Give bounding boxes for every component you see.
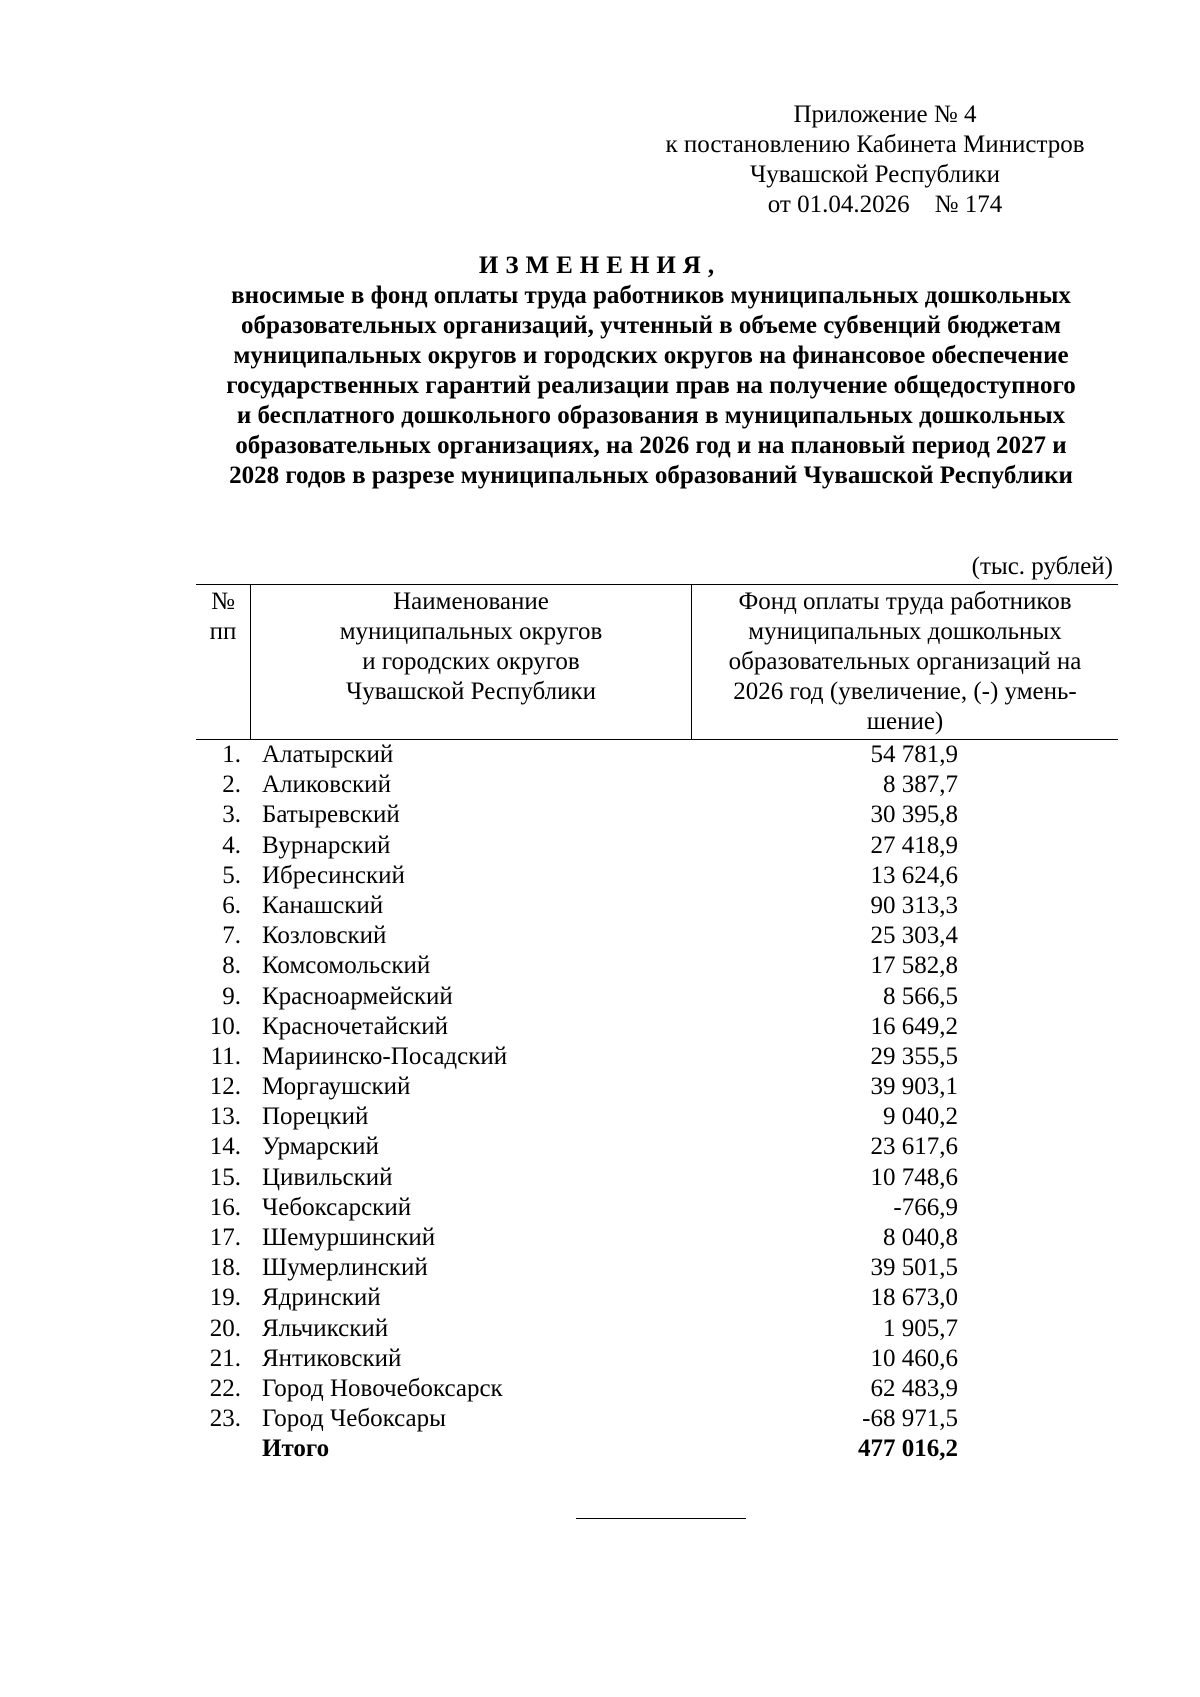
table-row <box>196 1283 1118 1313</box>
row-number: 23. <box>209 1405 241 1433</box>
row-number: 2. <box>222 771 241 799</box>
row-value: 9 040,2 <box>883 1103 958 1131</box>
row-municipality: Козловский <box>262 922 387 950</box>
row-municipality: Мариинско-Посадский <box>262 1042 508 1070</box>
row-number: 13. <box>209 1103 241 1131</box>
row-number: 17. <box>209 1224 241 1251</box>
total-row <box>196 1434 1118 1464</box>
row-value: 10 460,6 <box>870 1344 958 1372</box>
header-text: муниципальных округов <box>339 618 603 645</box>
row-municipality: Вурнарский <box>262 831 391 859</box>
header-text: пп <box>209 618 237 645</box>
row-municipality: Янтиковский <box>262 1344 402 1372</box>
annex-block <box>640 100 1110 220</box>
row-municipality: Комсомольский <box>262 952 431 980</box>
total-label: Итого <box>262 1435 330 1463</box>
row-value: 17 582,8 <box>870 952 958 980</box>
header-text: № <box>211 588 235 615</box>
row-value: 54 781,9 <box>870 741 958 768</box>
header-fund <box>692 585 1118 739</box>
row-value: 8 566,5 <box>883 982 958 1010</box>
header-text: образовательных организаций на <box>728 648 1082 675</box>
row-number: 5. <box>222 861 241 889</box>
table-row <box>196 982 1118 1012</box>
row-number: 8. <box>222 952 241 980</box>
row-number: 14. <box>209 1133 241 1161</box>
table-row <box>196 1012 1118 1042</box>
row-number: 15. <box>209 1163 241 1191</box>
row-value: 8 387,7 <box>883 771 958 799</box>
row-number: 9. <box>222 982 241 1010</box>
row-municipality: Яльчикский <box>262 1314 389 1342</box>
header-text: Фонд оплаты труда работников <box>738 588 1072 615</box>
row-municipality: Батыревский <box>262 801 400 829</box>
table-row <box>196 1193 1118 1223</box>
allocation-table <box>196 584 1118 1465</box>
document-heading: ИЗМЕНЕНИЯ, <box>478 252 722 279</box>
header-text: Чувашской Республики <box>345 678 597 705</box>
table-row <box>196 800 1118 830</box>
row-value: 62 483,9 <box>870 1374 958 1402</box>
row-value: 8 040,8 <box>883 1224 958 1251</box>
row-municipality: Город Чебоксары <box>262 1405 446 1433</box>
row-number: 16. <box>209 1193 241 1221</box>
table-row <box>196 1163 1118 1193</box>
row-municipality: Красночетайский <box>262 1012 448 1040</box>
annex-number: Приложение № 4 <box>793 101 977 128</box>
table-row <box>196 1042 1118 1072</box>
row-municipality: Урмарский <box>262 1133 379 1161</box>
table-row <box>196 1102 1118 1132</box>
row-value: 23 617,6 <box>870 1133 958 1161</box>
annex-republic: Чувашской Республики <box>749 161 1001 188</box>
row-value: -766,9 <box>893 1193 958 1221</box>
row-number: 21. <box>209 1344 241 1372</box>
row-number: 3. <box>222 801 241 829</box>
row-municipality: Чебоксарский <box>262 1193 412 1221</box>
title-line: 2028 годов в разрезе муниципальных образований Чувашской Республики <box>229 462 1073 489</box>
row-value: 39 903,1 <box>870 1073 958 1101</box>
header-text: шение) <box>866 708 944 735</box>
table-row <box>196 740 1118 770</box>
table-row <box>196 831 1118 861</box>
table-row <box>196 861 1118 891</box>
row-number: 20. <box>209 1314 241 1342</box>
row-municipality: Ядринский <box>262 1284 381 1312</box>
row-value: 27 418,9 <box>870 831 958 859</box>
header-text: Наименование <box>393 588 549 615</box>
table-body <box>196 740 1118 1465</box>
row-number: 4. <box>222 831 241 859</box>
row-number: 10. <box>209 1012 241 1040</box>
row-municipality: Красноармейский <box>262 982 453 1010</box>
title-line: и бесплатного дошкольного образования в муниципальных дошкольных <box>236 402 1066 429</box>
table-row <box>196 951 1118 981</box>
row-value: 13 624,6 <box>870 861 958 889</box>
title-line: вносимые в фонд оплаты труда работников муниципальных дошкольных <box>231 282 1071 309</box>
row-number: 18. <box>209 1254 241 1282</box>
annex-date-number: от 01.04.2026 № 174 <box>767 191 1003 218</box>
row-number: 12. <box>209 1073 241 1101</box>
row-value: 16 649,2 <box>870 1012 958 1040</box>
title-line: государственных гарантий реализации прав на получение общедоступного <box>226 372 1076 399</box>
row-value: 30 395,8 <box>870 801 958 829</box>
table-row <box>196 891 1118 921</box>
table-row <box>196 1404 1118 1434</box>
table-row <box>196 1344 1118 1374</box>
row-value: 90 313,3 <box>870 891 958 919</box>
row-municipality: Порецкий <box>262 1103 369 1131</box>
row-value: 10 748,6 <box>870 1163 958 1191</box>
table-row <box>196 770 1118 800</box>
row-value: 18 673,0 <box>870 1284 958 1312</box>
row-number: 11. <box>210 1042 241 1070</box>
row-municipality: Шемуршинский <box>262 1224 436 1251</box>
table-row <box>196 1223 1118 1253</box>
header-name <box>251 585 692 739</box>
row-number: 7. <box>222 922 241 950</box>
table-row <box>196 1253 1118 1283</box>
table-header <box>196 585 1118 740</box>
table-row <box>196 1314 1118 1344</box>
end-separator <box>576 1518 746 1519</box>
row-municipality: Цивильский <box>262 1163 393 1191</box>
row-value: 29 355,5 <box>870 1042 958 1070</box>
table-row <box>196 1072 1118 1102</box>
row-municipality: Шумерлинский <box>262 1254 428 1282</box>
row-municipality: Ибресинский <box>262 861 405 889</box>
annex-decree-ref: к постановлению Кабинета Министров <box>665 131 1085 158</box>
title-line: муниципальных округов и городских округов на финансовое обеспечение <box>233 342 1069 369</box>
row-value: 39 501,5 <box>870 1254 958 1282</box>
total-value: 477 016,2 <box>858 1435 958 1463</box>
row-number: 19. <box>209 1284 241 1312</box>
row-municipality: Канашский <box>262 891 384 919</box>
row-value: -68 971,5 <box>862 1405 958 1433</box>
row-number: 6. <box>222 891 241 919</box>
header-number <box>196 585 251 739</box>
table-row <box>196 1132 1118 1162</box>
row-value: 1 905,7 <box>883 1314 958 1342</box>
row-value: 25 303,4 <box>870 922 958 950</box>
table-row <box>196 1374 1118 1404</box>
units-label: (тыс. рублей) <box>971 553 1113 580</box>
row-municipality: Город Новочебоксарск <box>262 1374 503 1402</box>
header-text: и городских округов <box>362 648 580 675</box>
row-number: 22. <box>209 1374 241 1402</box>
header-text: муниципальных дошкольных <box>748 618 1062 645</box>
title-line: образовательных организаций, учтенный в объеме субвенций бюджетам <box>240 312 1062 339</box>
row-number: 1. <box>222 741 241 768</box>
table-row <box>196 921 1118 951</box>
header-text: 2026 год (увеличение, (-) умень- <box>733 678 1077 705</box>
document-title <box>190 281 1112 491</box>
row-municipality: Алатырский <box>262 741 394 768</box>
row-municipality: Моргаушский <box>262 1073 411 1101</box>
title-line: образовательных организациях, на 2026 год и на плановый период 2027 и <box>235 432 1067 459</box>
row-municipality: Аликовский <box>262 771 391 799</box>
